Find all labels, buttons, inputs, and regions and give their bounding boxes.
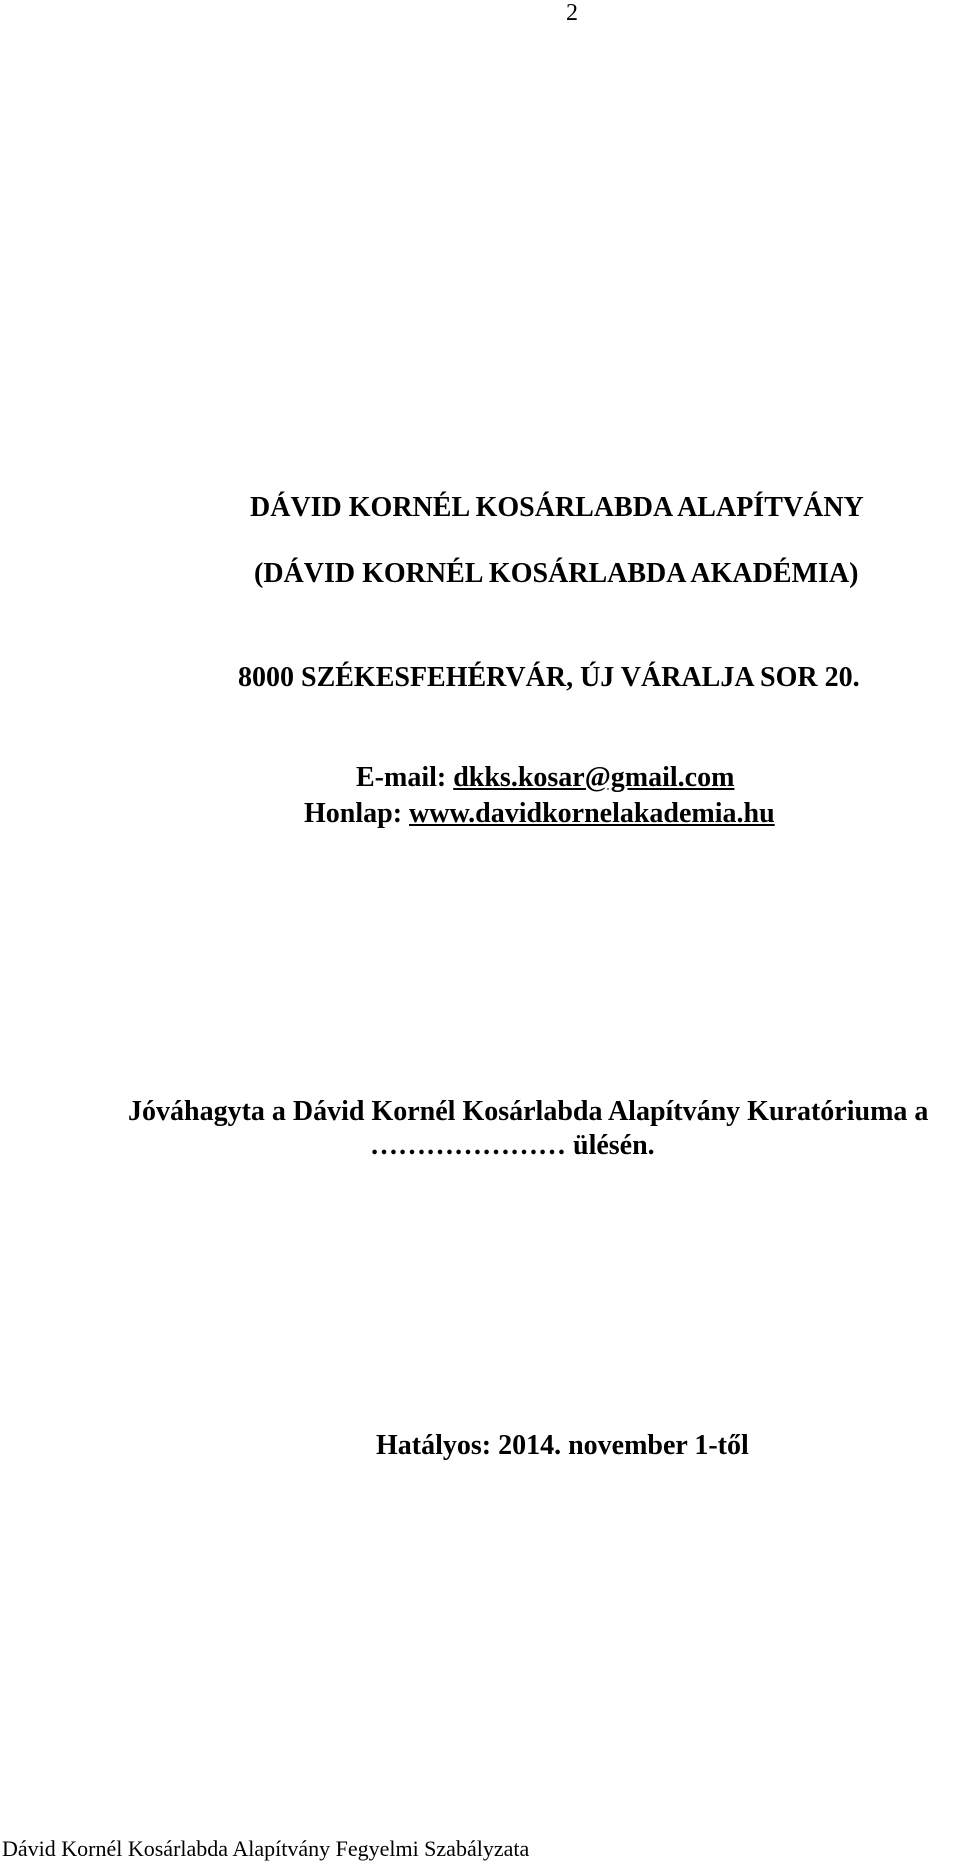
approval-statement-line-1: Jóváhagyta a Dávid Kornél Kosárlabda Alapítvány Kuratóriuma a bbox=[128, 1096, 929, 1127]
email-line bbox=[356, 762, 856, 794]
organization-address: 8000 SZÉKESFEHÉRVÁR, ÚJ VÁRALJA SOR 20. bbox=[238, 662, 860, 693]
effective-date: Hatályos: 2014. november 1-től bbox=[376, 1430, 749, 1461]
website-link[interactable]: www.davidkornelakademia.hu bbox=[409, 798, 775, 829]
website-line bbox=[304, 798, 904, 830]
organization-alternate-name: (DÁVID KORNÉL KOSÁRLABDA AKADÉMIA) bbox=[254, 558, 859, 589]
organization-name: DÁVID KORNÉL KOSÁRLABDA ALAPÍTVÁNY bbox=[250, 492, 864, 523]
email-label: E-mail: bbox=[356, 762, 454, 793]
document-footer: Dávid Kornél Kosárlabda Alapítvány Fegyelmi Szabályzata bbox=[2, 1836, 530, 1861]
approval-statement-line-2: ………………… ülésén. bbox=[370, 1130, 655, 1161]
email-link[interactable]: dkks.kosar@gmail.com bbox=[453, 762, 735, 793]
website-label: Honlap: bbox=[304, 798, 410, 829]
page-number: 2 bbox=[566, 0, 578, 26]
